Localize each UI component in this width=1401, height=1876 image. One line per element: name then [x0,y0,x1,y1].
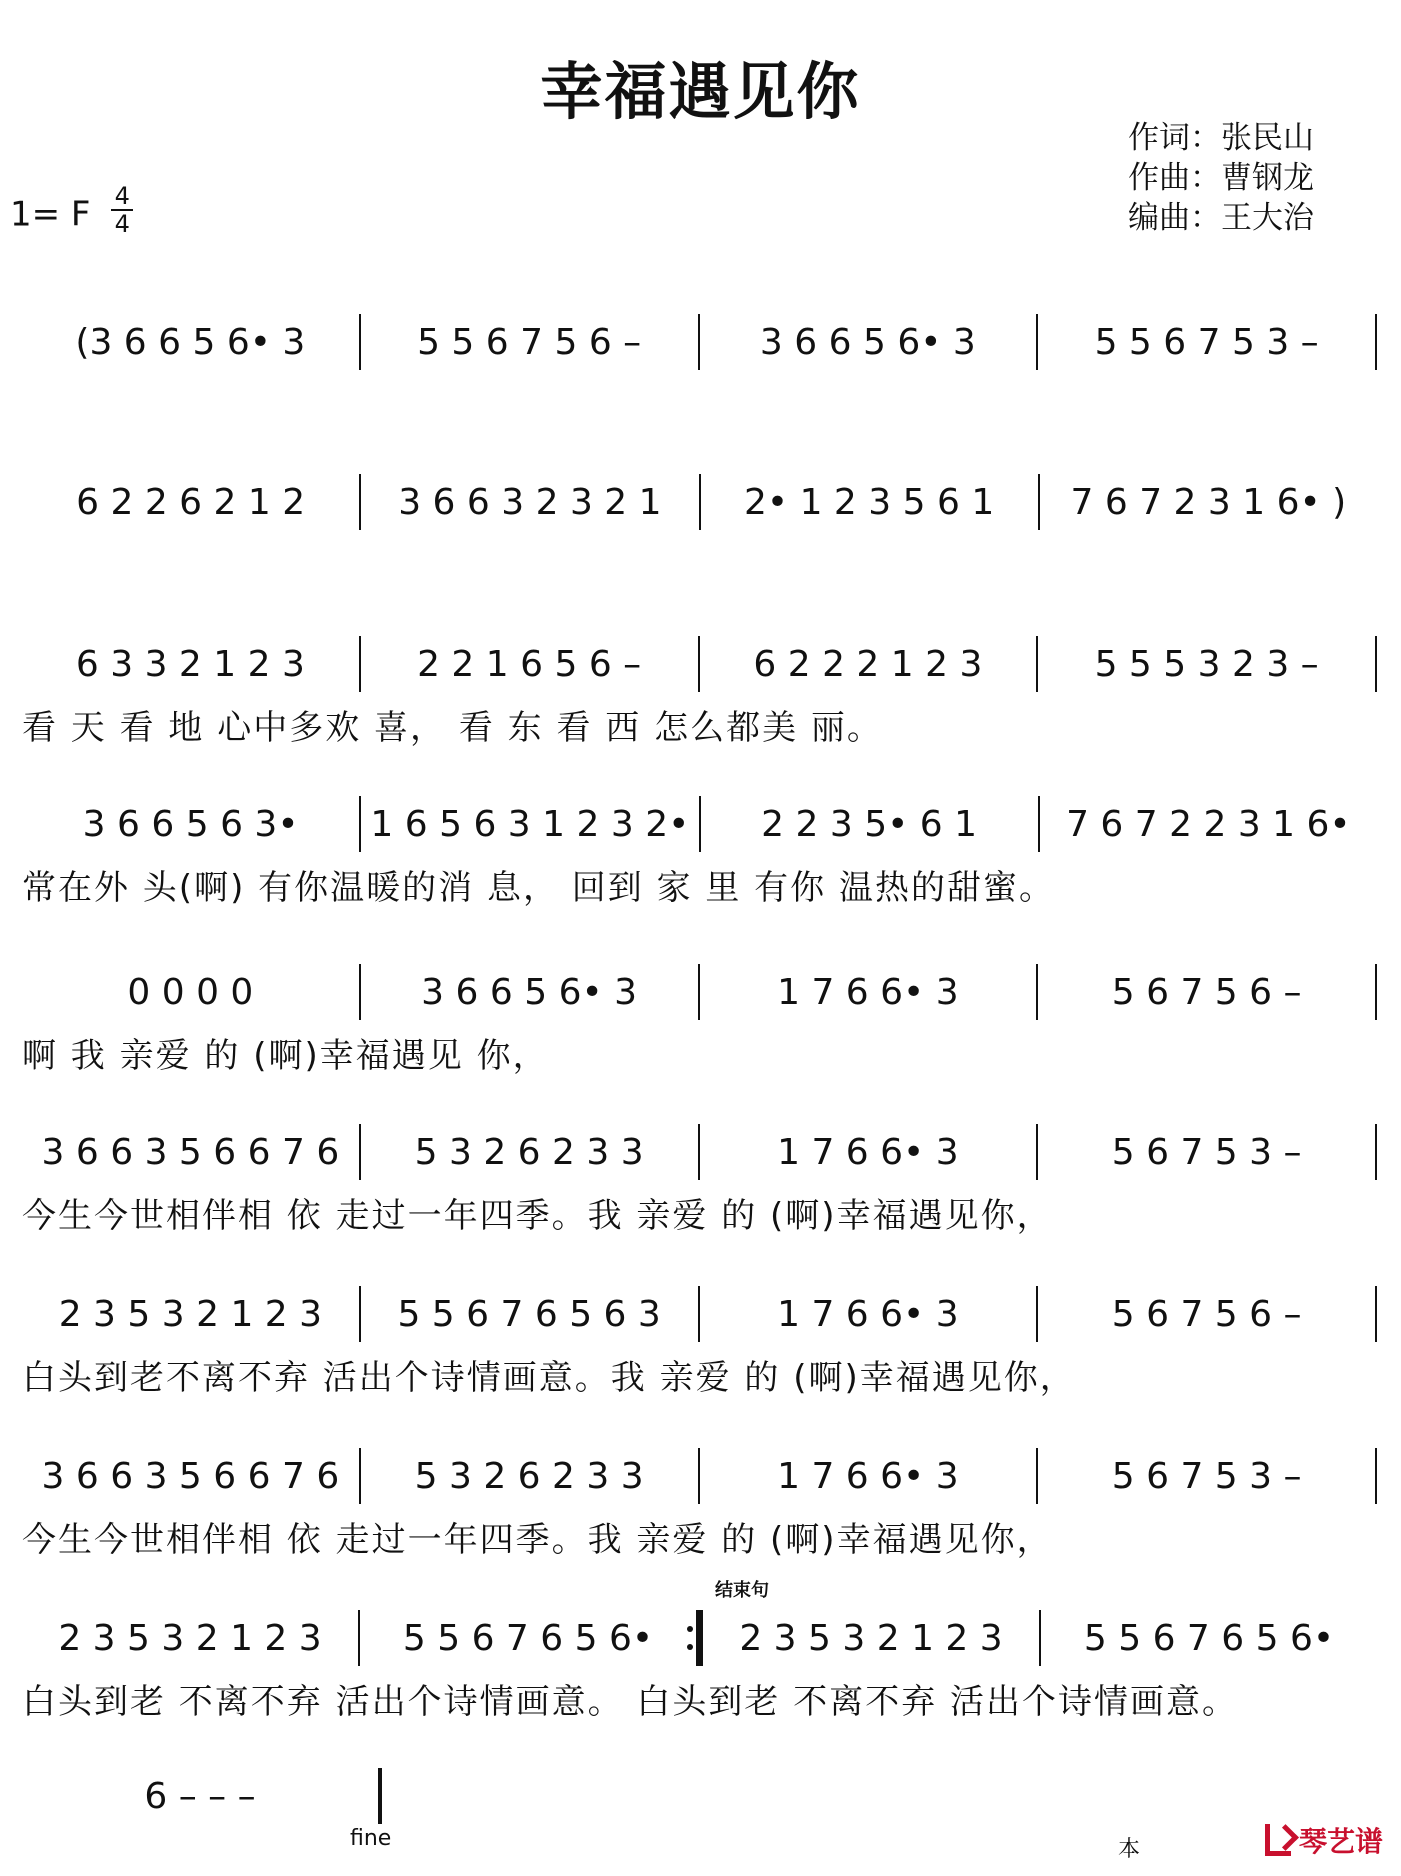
measure: 2 3 5 3 2 1 2 3 [58,1617,322,1659]
notes-row [22,1614,1377,1662]
measure: 5 5 6 7 6 5 6• [402,1617,654,1659]
notes-row [22,318,1377,366]
key-signature [10,182,133,242]
lyric-line: 今生今世相伴相 依 走过一年四季。我 亲爱 的 (啊)幸福遇见你， [22,1520,1053,1560]
measure: 6 3 3 2 1 2 3 [75,643,305,685]
notes-row [22,1452,1377,1500]
measure: 6 2 2 2 1 2 3 [753,643,983,685]
logo-text: 琴艺谱 [1298,1825,1383,1858]
measure: 3 6 6 3 2 3 2 1 [398,481,662,523]
measure: 3 6 6 5 6• 3 [759,321,976,363]
lyric-line: 今生今世相伴相 依 走过一年四季。我 亲爱 的 (啊)幸福遇见你， [22,1196,1053,1236]
lyric-line: 白头到老不离不弃 活出个诗情画意。我 亲爱 的 (啊)幸福遇见你， [22,1358,1076,1398]
notes-row [22,968,1377,1016]
page-title: 幸福遇见你 [540,55,861,128]
barline [1375,636,1377,692]
barline [1375,964,1377,1020]
measure: 3 6 6 3 5 6 6 7 6 [41,1131,340,1173]
notes-row [22,800,1377,848]
measure: 2 2 3 5• 6 1 [761,803,978,845]
notes-row [22,1290,1377,1338]
fine-marking: fine [350,1826,392,1851]
measure: 2• 1 2 3 5 6 1 [744,481,995,523]
measure: 3 6 6 5 6• 3 [421,971,638,1013]
credits [1128,118,1314,238]
time-top: 4 [114,182,130,210]
notes-row [22,1128,1377,1176]
measure: (3 6 6 5 6• 3 [75,321,306,363]
measure: 5 6 7 5 6 – [1111,971,1302,1013]
measure: 1 7 6 6• 3 [777,1131,959,1173]
measure: 1 6 5 6 3 1 2 3 2• [370,803,690,845]
time-bottom: 4 [114,210,130,238]
measure: 5 3 2 6 2 3 3 [414,1455,644,1497]
measure: 5 6 7 5 3 – [1111,1131,1302,1173]
measure: 2 3 5 3 2 1 2 3 [739,1617,1003,1659]
footer-note: 本 [1118,1837,1141,1862]
measure: 0 0 0 0 [127,971,254,1013]
measure: 1 7 6 6• 3 [777,1455,959,1497]
site-logo [1265,1820,1383,1860]
measure: 5 5 6 7 6 5 6 3 [397,1293,661,1335]
time-signature [111,184,133,236]
measure: 5 3 2 6 2 3 3 [414,1131,644,1173]
arranger-credit: 编曲：王大治 [1128,200,1314,236]
measure: 5 5 5 3 2 3 – [1094,643,1319,685]
measure: 5 6 7 5 3 – [1111,1455,1302,1497]
measure: 6 – – – [144,1775,256,1817]
logo-mark-icon [1265,1824,1291,1856]
measure: 7 6 7 2 3 1 6• ) [1070,481,1347,523]
lyric-line: 白头到老 不离不弃 活出个诗情画意。 白头到老 不离不弃 活出个诗情画意。 [22,1682,1239,1722]
barline [1375,1448,1377,1504]
lyric-line: 看 天 看 地 心中多欢 喜， 看 东 看 西 怎么都美 丽。 [22,708,883,748]
measure: 1 7 6 6• 3 [777,1293,959,1335]
barline [1375,1124,1377,1180]
measure: 3 6 6 3 5 6 6 7 6 [41,1455,340,1497]
lyric-line: 常在外 头(啊) 有你温暖的消 息， 回到 家 里 有你 温热的甜蜜。 [22,868,1055,908]
notes-row [22,1772,382,1820]
lyricist-credit: 作词：张民山 [1128,120,1314,156]
notes-row [22,640,1377,688]
measure: 6 2 2 6 2 1 2 [76,481,306,523]
measure: 5 5 6 7 5 3 – [1094,321,1319,363]
final-barline [378,1768,382,1824]
measure: 1 7 6 6• 3 [777,971,959,1013]
ending-annotation: 结束句 [715,1580,769,1601]
composer-credit: 作曲：曹钢龙 [1128,160,1314,196]
measure: 7 6 7 2 2 3 1 6• [1066,803,1351,845]
key-label: 1= F [10,194,91,235]
repeat-barline [696,1610,703,1666]
measure: 2 2 1 6 5 6 – [417,643,642,685]
measure: 2 3 5 3 2 1 2 3 [58,1293,323,1335]
measure: 3 6 6 5 6 3• [82,803,299,845]
measure: 5 6 7 5 6 – [1111,1293,1302,1335]
measure: 5 5 6 7 6 5 6• [1083,1617,1335,1659]
barline [1375,1286,1377,1342]
measure: 5 5 6 7 5 6 – [417,321,642,363]
lyric-line: 啊 我 亲爱 的 (啊)幸福遇见 你， [22,1036,549,1076]
barline [1375,314,1377,370]
notes-row [22,478,1377,526]
